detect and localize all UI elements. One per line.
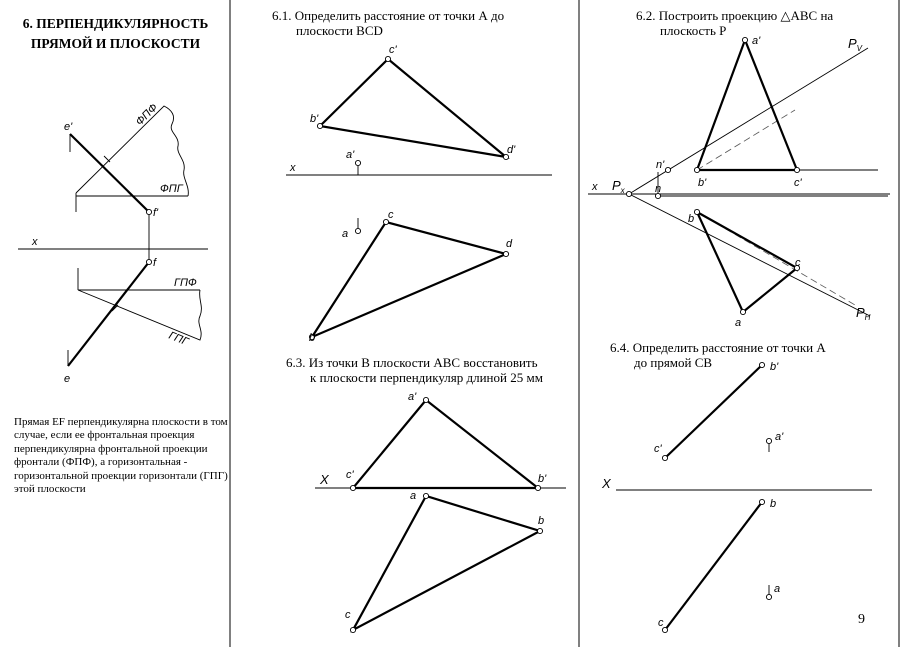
task-6-3-line1: 6.3. Из точки B плоскости ABC восстановить [286, 355, 538, 370]
page-number: 9 [858, 612, 865, 627]
point-a-6-4 [766, 594, 771, 599]
label-a-prime-6-3: a' [408, 391, 417, 403]
point-b-prime-6-2 [694, 167, 699, 172]
point-c-prime-6-3 [350, 485, 355, 490]
label-b-prime-6-3: b' [538, 473, 547, 485]
label-e: e [64, 373, 71, 385]
segment-c-prime-b-prime [665, 365, 762, 458]
triangle-bcd-frontal [320, 59, 506, 157]
fpf-label: ФПФ [133, 101, 161, 129]
point-c-6-3 [350, 627, 355, 632]
label-e-prime: e' [64, 121, 73, 133]
segment-e-prime-f-prime [70, 134, 149, 212]
trace-pv [629, 48, 868, 194]
px-subscript: x [620, 186, 625, 195]
theory-note: Прямая EF перпендикулярна плоскости в том случае, если ее фронтальная проекция перпендикулярна фронтальной проекции фронтали (ФПФ), а горизонтальная - горизонтальной проекции горизонтали (ГПГ) этой плоскости [14, 416, 228, 496]
label-c-6-4: c [658, 617, 664, 629]
px-letter: P [612, 178, 621, 193]
triangle-abc-horizontal-6-2 [697, 212, 797, 312]
point-b-6-4 [759, 499, 764, 504]
label-c-6-2: c [795, 257, 801, 269]
point-a-6-3 [423, 493, 428, 498]
point-f-prime [146, 209, 151, 214]
point-px [626, 191, 631, 196]
gpg-label: ГПГ [166, 329, 190, 349]
point-b-prime-6-3 [535, 485, 540, 490]
label-f: f [153, 257, 157, 269]
trace-ph [629, 194, 870, 316]
ph-subscript: H [864, 313, 871, 322]
task-6-1-line1: 6.1. Определить расстояние от точки А до [272, 8, 505, 23]
ph-letter: P [856, 305, 865, 320]
point-a-prime-6-3 [423, 397, 428, 402]
label-f-prime: f' [153, 207, 159, 219]
label-d-prime-6-1: d' [507, 144, 516, 156]
label-n-6-2: n [655, 183, 662, 195]
label-a-6-1: a [342, 228, 349, 240]
gpf-label: ГПФ [174, 277, 197, 289]
label-c-prime-6-4: c' [654, 443, 662, 455]
label-b-6-3: b [538, 515, 545, 527]
label-b-6-4: b [770, 498, 777, 510]
task-6-4-line1: 6.4. Определить расстояние от точки A [610, 340, 826, 355]
task-6-2-line1: 6.2. Построить проекцию △ABC на [636, 8, 834, 23]
fpg-label: ФПГ [160, 183, 183, 195]
label-d-6-1: d [506, 238, 513, 250]
point-d-6-1 [503, 251, 508, 256]
point-a-6-1 [355, 228, 360, 233]
point-a-6-2 [740, 309, 745, 314]
label-a-prime-6-1: a' [346, 149, 355, 161]
task-6-4-drawing [601, 361, 872, 633]
pv-subscript: V [856, 44, 863, 53]
label-b-6-1: b [309, 332, 316, 344]
triangle-abc-horizontal-6-3 [353, 496, 540, 630]
right-angle-mark-upper [104, 156, 110, 162]
label-b-prime-6-1: b' [310, 113, 319, 125]
label-b-prime-6-4: b' [770, 361, 779, 373]
label-a-prime-6-2: a' [752, 35, 761, 47]
point-c-prime-6-1 [385, 56, 390, 61]
x-axis-6-2-label: x [592, 181, 598, 193]
label-px [612, 178, 626, 195]
label-b-6-2: b [688, 213, 695, 225]
point-c-prime-6-2 [794, 167, 799, 172]
pv-letter: P [848, 36, 857, 51]
label-c-6-1: c [388, 209, 394, 221]
task-6-1-drawing [286, 44, 552, 344]
label-pv [848, 36, 863, 53]
task-6-3-line2: к плоскости перпендикуляр длиной 25 мм [310, 370, 543, 385]
label-n-prime-6-2: n' [656, 159, 665, 171]
x-axis-6-1-label: x [290, 162, 296, 174]
task-6-2-line2: плоскость P [660, 23, 727, 38]
point-n-prime-6-2 [665, 167, 670, 172]
task-6-4-line2: до прямой CB [634, 355, 713, 370]
label-a-6-3: a [410, 490, 417, 502]
x-axis-6-3-label: X [320, 472, 329, 487]
point-b-6-3 [537, 528, 542, 533]
task-6-2-drawing [588, 35, 890, 329]
x-axis-6-4-label: X [602, 476, 611, 491]
task-6-3-drawing [315, 391, 566, 633]
label-c-prime-6-1: c' [389, 44, 397, 56]
label-a-6-2: a [735, 317, 742, 329]
ef-perpendicular-diagram [18, 101, 208, 385]
point-a-prime-6-2 [742, 37, 747, 42]
label-b-prime-6-2: b' [698, 177, 707, 189]
label-c-prime-6-2: c' [794, 177, 802, 189]
segment-c-b [665, 502, 762, 630]
section-title-line1: 6. ПЕРПЕНДИКУЛЯРНОСТЬ [22, 16, 209, 31]
point-c-prime-6-4 [662, 455, 667, 460]
triangle-abc-frontal-6-2 [697, 40, 797, 170]
point-a-prime-6-1 [355, 160, 360, 165]
label-ph [856, 305, 871, 322]
left-x-axis-label: x [32, 236, 38, 248]
horizontal-plane-outline [78, 290, 201, 340]
label-c-6-3: c [345, 609, 351, 621]
label-a-prime-6-4: a' [775, 431, 784, 443]
hidden-line-frontal [697, 110, 795, 170]
point-f [146, 259, 151, 264]
point-b-prime-6-4 [759, 362, 764, 367]
task-6-1-line2: плоскости BCD [296, 23, 383, 38]
point-b-6-2 [694, 209, 699, 214]
point-a-prime-6-4 [766, 438, 771, 443]
label-c-prime-6-3: c' [346, 469, 354, 481]
label-a-6-4: a [774, 583, 781, 595]
triangle-abc-frontal-6-3 [353, 400, 538, 488]
section-title-line2: ПРЯМОЙ И ПЛОСКОСТИ [30, 36, 201, 51]
